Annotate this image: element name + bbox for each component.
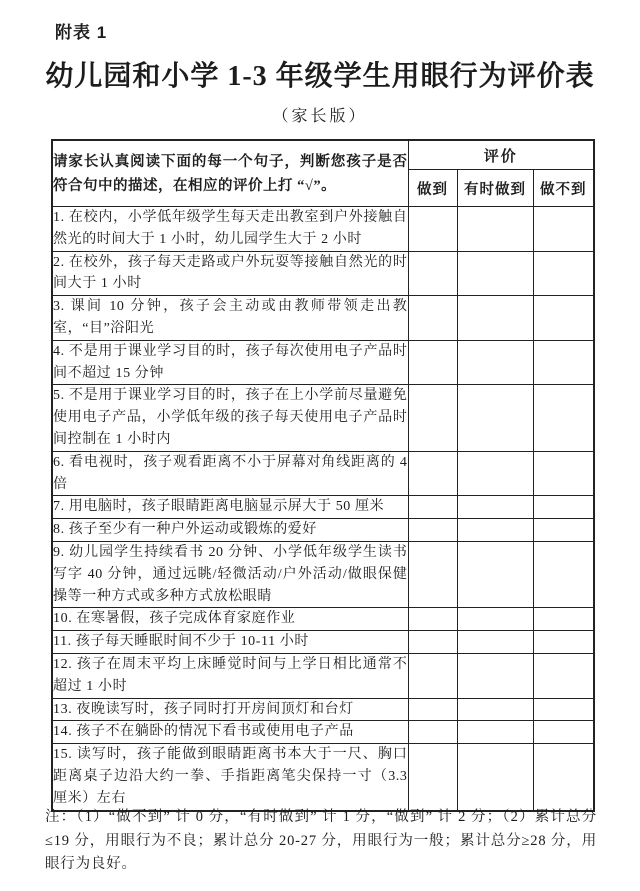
rating-cell-not-done[interactable] <box>533 653 594 698</box>
table-row <box>52 296 594 341</box>
rating-cell-not-done[interactable] <box>533 698 594 721</box>
table-row <box>52 207 594 252</box>
rating-cell-done[interactable] <box>408 207 457 252</box>
rating-cell-sometimes[interactable] <box>457 653 533 698</box>
question-cell: 2. 在校外，孩子每天走路或户外玩耍等接触自然光的时间大于 1 小时 <box>52 251 408 296</box>
rating-cell-not-done[interactable] <box>533 207 594 252</box>
rating-cell-done[interactable] <box>408 519 457 542</box>
rating-cell-not-done[interactable] <box>533 451 594 496</box>
rating-cell-sometimes[interactable] <box>457 251 533 296</box>
rating-cell-done[interactable] <box>408 385 457 451</box>
rating-cell-done[interactable] <box>408 721 457 744</box>
question-cell: 8. 孩子至少有一种户外运动或锻炼的爱好 <box>52 519 408 542</box>
rating-cell-sometimes[interactable] <box>457 296 533 341</box>
question-cell: 15. 读写时，孩子能做到眼睛距离书本大于一尺、胸口距离桌子边沿大约一拳、手指距离笔尖保持一寸（3.3 厘米）左右 <box>52 744 408 811</box>
evaluation-table <box>51 139 595 812</box>
rating-cell-not-done[interactable] <box>533 744 594 811</box>
table-row <box>52 519 594 542</box>
annex-label: 附表 1 <box>55 23 108 42</box>
table-row <box>52 608 594 631</box>
scoring-note: 注：（1）“做不到” 计 0 分，“有时做到” 计 1 分，“做到” 计 2 分；（2）累计总分≤19 分，用眼行为不良；累计总分 20-27 分，用眼行为一般；累计总分≥28 分，用眼行为良好。 <box>45 809 597 872</box>
instruction-cell: 请家长认真阅读下面的每一个句子，判断您孩子是否符合句中的描述，在相应的评价上打 “√”。 <box>52 140 408 207</box>
question-cell: 12. 孩子在周末平均上床睡觉时间与上学日相比通常不超过 1 小时 <box>52 653 408 698</box>
rating-cell-sometimes[interactable] <box>457 451 533 496</box>
rating-cell-done[interactable] <box>408 744 457 811</box>
rating-cell-not-done[interactable] <box>533 296 594 341</box>
rating-cell-not-done[interactable] <box>533 340 594 385</box>
question-cell: 5. 不是用于课业学习目的时，孩子在上小学前尽量避免使用电子产品，小学低年级的孩子每天使用电子产品时间控制在 1 小时内 <box>52 385 408 451</box>
rating-cell-sometimes[interactable] <box>457 207 533 252</box>
rating-column-header-not-done: 做不到 <box>533 170 594 207</box>
table-row <box>52 385 594 451</box>
rating-cell-done[interactable] <box>408 631 457 654</box>
header-row-top <box>52 140 594 170</box>
rating-cell-not-done[interactable] <box>533 385 594 451</box>
rating-cell-not-done[interactable] <box>533 541 594 607</box>
page-title: 幼儿园和小学 1-3 年级学生用眼行为评价表 <box>45 61 595 92</box>
rating-cell-sometimes[interactable] <box>457 496 533 519</box>
rating-cell-sometimes[interactable] <box>457 721 533 744</box>
question-cell: 4. 不是用于课业学习目的时，孩子每次使用电子产品时间不超过 15 分钟 <box>52 340 408 385</box>
question-cell: 10. 在寒暑假，孩子完成体育家庭作业 <box>52 608 408 631</box>
table-row <box>52 721 594 744</box>
table-row <box>52 653 594 698</box>
table-row <box>52 698 594 721</box>
table-header <box>52 140 594 207</box>
question-cell: 9. 幼儿园学生持续看书 20 分钟、小学低年级学生读书写字 40 分钟，通过远眺/轻微活动/户外活动/做眼保健操等一种方式或多种方式放松眼睛 <box>52 541 408 607</box>
rating-cell-not-done[interactable] <box>533 631 594 654</box>
rating-cell-not-done[interactable] <box>533 251 594 296</box>
question-cell: 1. 在校内，小学低年级学生每天走出教室到户外接触自然光的时间大于 1 小时，幼儿园学生大于 2 小时 <box>52 207 408 252</box>
rating-cell-done[interactable] <box>408 496 457 519</box>
table-row <box>52 496 594 519</box>
rating-cell-done[interactable] <box>408 251 457 296</box>
rating-cell-not-done[interactable] <box>533 721 594 744</box>
rating-cell-done[interactable] <box>408 451 457 496</box>
table-row <box>52 251 594 296</box>
rating-cell-sometimes[interactable] <box>457 608 533 631</box>
rating-cell-done[interactable] <box>408 296 457 341</box>
rating-cell-not-done[interactable] <box>533 519 594 542</box>
rating-cell-done[interactable] <box>408 340 457 385</box>
rating-cell-not-done[interactable] <box>533 608 594 631</box>
table-row <box>52 631 594 654</box>
rating-cell-done[interactable] <box>408 698 457 721</box>
question-cell: 3. 课间 10 分钟，孩子会主动或由教师带领走出教室，“目”浴阳光 <box>52 296 408 341</box>
rating-cell-sometimes[interactable] <box>457 744 533 811</box>
table-row <box>52 451 594 496</box>
rating-cell-sometimes[interactable] <box>457 385 533 451</box>
rating-cell-sometimes[interactable] <box>457 541 533 607</box>
rating-cell-sometimes[interactable] <box>457 340 533 385</box>
rating-cell-done[interactable] <box>408 541 457 607</box>
page-subtitle: （家长版） <box>272 108 368 125</box>
rating-cell-sometimes[interactable] <box>457 519 533 542</box>
question-cell: 11. 孩子每天睡眠时间不少于 10-11 小时 <box>52 631 408 654</box>
rating-column-header-done: 做到 <box>408 170 457 207</box>
rating-header: 评价 <box>408 140 594 170</box>
rating-cell-not-done[interactable] <box>533 496 594 519</box>
rating-column-header-sometimes: 有时做到 <box>457 170 533 207</box>
table-body <box>52 207 594 811</box>
question-cell: 6. 看电视时，孩子观看距离不小于屏幕对角线距离的 4 倍 <box>52 451 408 496</box>
rating-cell-done[interactable] <box>408 608 457 631</box>
table-row <box>52 340 594 385</box>
question-cell: 14. 孩子不在躺卧的情况下看书或使用电子产品 <box>52 721 408 744</box>
rating-cell-sometimes[interactable] <box>457 698 533 721</box>
question-cell: 7. 用电脑时，孩子眼睛距离电脑显示屏大于 50 厘米 <box>52 496 408 519</box>
rating-cell-sometimes[interactable] <box>457 631 533 654</box>
table-row <box>52 541 594 607</box>
table-row <box>52 744 594 811</box>
rating-cell-done[interactable] <box>408 653 457 698</box>
question-cell: 13. 夜晚读写时，孩子同时打开房间顶灯和台灯 <box>52 698 408 721</box>
